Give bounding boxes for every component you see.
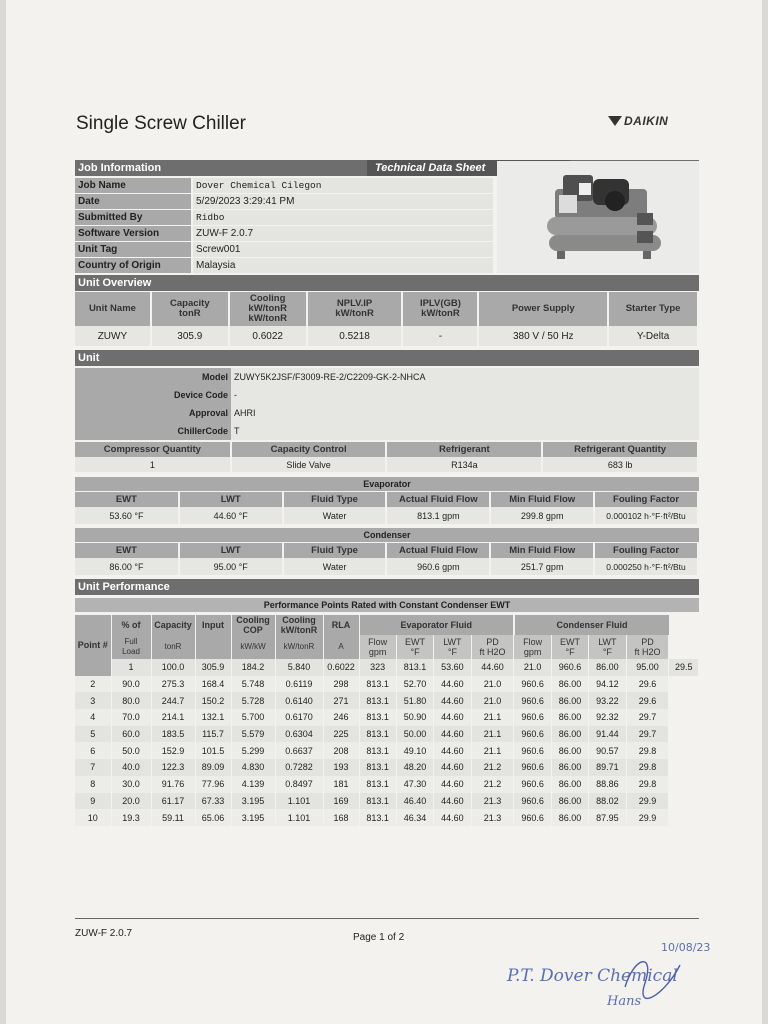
table-row [75,776,699,793]
table-row [75,692,699,709]
performance-cell: 0.6119 [275,676,323,693]
overview-value: 0.6022 [229,326,307,346]
performance-cell: 168.4 [195,676,231,693]
fluid-col-header: Flow gpm [359,635,396,659]
performance-cell: 960.6 [514,676,551,693]
performance-cell: 52.70 [396,676,433,693]
chiller-illustration-icon [497,161,699,273]
performance-subheader-row [75,635,699,659]
performance-cell: 813.1 [359,776,396,793]
performance-cell: 271 [323,692,359,709]
performance-cell: 29.7 [626,726,669,743]
evaporator-header: EWT [75,492,179,507]
performance-cell: 86.00 [551,759,588,776]
performance-cell: 86.00 [551,709,588,726]
performance-cell: 183.5 [151,726,195,743]
performance-cell: 21.1 [471,742,514,759]
performance-col-unit: tonR [151,635,195,659]
performance-cell: 50.90 [396,709,433,726]
job-field-label: Unit Tag [75,242,191,257]
job-field-label: Job Name [75,178,191,193]
condenser-value: 86.00 °F [75,558,179,575]
overview-header: Capacity tonR [151,292,229,326]
performance-cell: 305.9 [195,659,231,676]
performance-cell: 53.60 [434,659,471,676]
performance-cell: 29.6 [626,676,669,693]
condenser-header: Min Fluid Flow [490,543,594,558]
daikin-logo-text: DAIKIN [624,114,669,128]
performance-cell: 960.6 [514,709,551,726]
footer-version: ZUW-F 2.0.7 [75,928,133,939]
daikin-logo-mark-icon [608,116,622,126]
performance-header-row [75,615,699,635]
performance-cell: 29.8 [626,776,669,793]
performance-cell: 29.9 [626,809,669,826]
performance-col-header: Cooling kW/tonR [275,615,323,635]
performance-cell: 47.30 [396,776,433,793]
performance-cell: 115.7 [195,726,231,743]
performance-cell: 21.2 [471,776,514,793]
footer-divider [75,918,699,919]
performance-cell: 87.95 [589,809,626,826]
fluid-col-header: Flow gpm [514,635,551,659]
fluid-col-header: LWT °F [434,635,471,659]
performance-cell: 93.22 [589,692,626,709]
performance-cell: 960.6 [514,726,551,743]
compressor-header: Compressor Quantity [75,442,231,457]
performance-cell: 44.60 [434,776,471,793]
technical-data-sheet-label: Technical Data Sheet [367,160,570,176]
performance-cell: 44.60 [434,793,471,810]
unit-field-row [75,368,699,386]
performance-cell: 21.0 [471,676,514,693]
performance-cell: 960.6 [514,759,551,776]
performance-cell: 65.06 [195,809,231,826]
performance-cell: 61.17 [151,793,195,810]
performance-cell: 50.00 [396,726,433,743]
performance-cell: 10 [75,809,111,826]
evaporator-value: 299.8 gpm [490,507,594,524]
performance-cell: 5 [75,726,111,743]
performance-cell: 91.76 [151,776,195,793]
performance-cell: 21.1 [471,726,514,743]
performance-cell: 44.60 [471,659,514,676]
performance-cell: 92.32 [589,709,626,726]
performance-cell: 813.1 [359,676,396,693]
performance-cell: 95.00 [626,659,669,676]
signature-date: 10/08/23 [661,941,711,954]
performance-cell: 960.6 [514,809,551,826]
job-field-value: Dover Chemical Cilegon [193,178,493,193]
performance-cell: 169 [323,793,359,810]
performance-cell: 0.6140 [275,692,323,709]
performance-cell: 193 [323,759,359,776]
performance-caption: Performance Points Rated with Constant Condenser EWT [75,598,699,612]
evaporator-header: Fluid Type [283,492,387,507]
performance-cell: 244.7 [151,692,195,709]
job-field-label: Date [75,194,191,209]
performance-cell: 150.2 [195,692,231,709]
section-unit-overview [75,275,699,291]
performance-cell: 5.840 [275,659,323,676]
performance-cell: 1.101 [275,793,323,810]
condenser-header: Actual Fluid Flow [386,543,490,558]
performance-cell: 0.6637 [275,742,323,759]
performance-cell: 21.0 [514,659,551,676]
performance-cell: 94.12 [589,676,626,693]
unit-field-value: AHRI [231,404,699,422]
performance-cell: 0.6170 [275,709,323,726]
performance-cell: 813.1 [359,742,396,759]
performance-cell: 89.09 [195,759,231,776]
performance-cell: 86.00 [551,692,588,709]
performance-cell: 86.00 [551,809,588,826]
performance-cell: 86.00 [551,726,588,743]
performance-cell: 19.3 [111,809,151,826]
performance-cell: 813.1 [359,759,396,776]
evaporator-value: 44.60 °F [179,507,283,524]
performance-col-unit [195,635,231,659]
job-field-label: Submitted By [75,210,191,225]
condenser-value: 960.6 gpm [386,558,490,575]
unit-field-label: ChillerCode [75,422,231,440]
performance-cell: 813.1 [359,692,396,709]
compressor-value: Slide Valve [231,457,387,472]
performance-cell: 21.1 [471,709,514,726]
condenser-value: 95.00 °F [179,558,283,575]
overview-value: ZUWY [75,326,151,346]
performance-cell: 184.2 [231,659,275,676]
table-row [75,726,699,743]
performance-cell: 181 [323,776,359,793]
footer-page-number: Page 1 of 2 [353,932,405,943]
performance-cell: 70.0 [111,709,151,726]
unit-field-value: - [231,386,699,404]
performance-col-unit: Full Load [111,635,151,659]
performance-col-header: Input [195,615,231,635]
performance-cell: 246 [323,709,359,726]
compressor-header: Refrigerant Quantity [542,442,698,457]
performance-cell: 77.96 [195,776,231,793]
performance-cell: 5.299 [231,742,275,759]
performance-cell: 86.00 [551,742,588,759]
performance-cell: 44.60 [434,726,471,743]
unit-field-row [75,404,699,422]
condenser-header: LWT [179,543,283,558]
performance-cell: 44.60 [434,742,471,759]
table-row [75,793,699,810]
overview-header: Cooling kW/tonR kW/tonR [229,292,307,326]
chiller-image [497,161,699,273]
job-field-value: Malaysia [193,258,493,273]
overview-value: 0.5218 [307,326,403,346]
fluid-col-header: LWT °F [589,635,626,659]
unit-field-value: T [231,422,699,440]
overview-header: Unit Name [75,292,151,326]
performance-cell: 1 [111,659,151,676]
fluid-col-header: PD ft H2O [626,635,669,659]
performance-cell: 813.1 [359,809,396,826]
performance-cell: 86.00 [551,776,588,793]
performance-cell: 44.60 [434,676,471,693]
performance-cell: 80.0 [111,692,151,709]
evaporator-value: 53.60 °F [75,507,179,524]
evaporator-header: Min Fluid Flow [490,492,594,507]
condenser-value: 251.7 gpm [490,558,594,575]
performance-col-unit: A [323,635,359,659]
unit-field-row [75,422,699,440]
performance-cell: 813.1 [359,709,396,726]
performance-cell: 51.80 [396,692,433,709]
section-job-information-label: Job Information [78,162,162,174]
performance-cell: 275.3 [151,676,195,693]
performance-cell: 4.139 [231,776,275,793]
performance-cell: 44.60 [434,759,471,776]
performance-cell: 21.0 [471,692,514,709]
performance-cell: 0.8497 [275,776,323,793]
signature-company: P.T. Dover Chemical [507,966,678,986]
performance-cell: 29.6 [626,692,669,709]
performance-cell: 21.3 [471,793,514,810]
performance-cell: 5.728 [231,692,275,709]
performance-cell: 50.0 [111,742,151,759]
performance-cell: 86.00 [589,659,626,676]
performance-cell: 3.195 [231,793,275,810]
performance-cell: 208 [323,742,359,759]
fluid-col-header: EWT °F [551,635,588,659]
section-unit-performance-label: Unit Performance [78,581,170,593]
performance-cell: 960.6 [514,742,551,759]
performance-col-header: RLA [323,615,359,635]
performance-col-header: Capacity [151,615,195,635]
performance-cell: 49.10 [396,742,433,759]
condenser-header: Fouling Factor [594,543,698,558]
overview-header: Power Supply [478,292,608,326]
evaporator-value: Water [283,507,387,524]
section-unit [75,350,699,366]
performance-cell: 813.1 [359,726,396,743]
evaporator-header: LWT [179,492,283,507]
performance-cell: 67.33 [195,793,231,810]
evaporator-value: 0.000102 h·°F·ft²/Btu [594,507,698,524]
job-field-value: ZUW-F 2.0.7 [193,226,493,241]
performance-cell: 298 [323,676,359,693]
performance-cell: 21.2 [471,759,514,776]
performance-cell: 88.02 [589,793,626,810]
performance-cell: 29.8 [626,742,669,759]
overview-value: 305.9 [151,326,229,346]
performance-cell: 813.1 [359,793,396,810]
performance-cell: 88.86 [589,776,626,793]
overview-header: NPLV.IP kW/tonR [307,292,403,326]
performance-cell: 6 [75,742,111,759]
table-row [75,759,699,776]
fluid-col-header: PD ft H2O [471,635,514,659]
compressor-header: Capacity Control [231,442,387,457]
signature-name: Hans [607,994,642,1009]
job-field-label: Software Version [75,226,191,241]
signature-stamp [505,935,715,1013]
performance-cell: 90.57 [589,742,626,759]
table-row [75,676,699,693]
performance-cell: 2 [75,676,111,693]
performance-cell: 86.00 [551,676,588,693]
performance-cell: 8 [75,776,111,793]
section-unit-label: Unit [78,352,100,364]
evaporator-header: Fouling Factor [594,492,698,507]
performance-cell: 132.1 [195,709,231,726]
performance-cell: 5.700 [231,709,275,726]
performance-cell: 214.1 [151,709,195,726]
performance-col-unit: kW/kW [231,635,275,659]
performance-cell: 4 [75,709,111,726]
performance-cell: 44.60 [434,709,471,726]
performance-cell: 813.1 [396,659,433,676]
performance-col-header: Cooling COP [231,615,275,635]
performance-cell: 7 [75,759,111,776]
condenser-value: Water [283,558,387,575]
performance-col-header: Point # [75,615,111,676]
performance-col-header: % of [111,615,151,635]
performance-cell: 100.0 [151,659,195,676]
section-unit-overview-label: Unit Overview [78,277,152,289]
performance-cell: 101.5 [195,742,231,759]
fluid-col-header: EWT °F [396,635,433,659]
performance-cell: 21.3 [471,809,514,826]
performance-cell: 29.9 [626,793,669,810]
daikin-logo [608,114,668,128]
performance-table [75,615,699,826]
performance-cell: 960.6 [514,793,551,810]
overview-value: 380 V / 50 Hz [478,326,608,346]
performance-cell: 323 [359,659,396,676]
section-unit-performance [75,579,699,595]
table-row [75,659,699,676]
condenser-bar: Condenser [75,528,699,542]
performance-cell: 122.3 [151,759,195,776]
performance-cell: 3 [75,692,111,709]
performance-cell: 4.830 [231,759,275,776]
condenser-header: EWT [75,543,179,558]
unit-field-value: ZUWY5K2JSF/F3009-RE-2/C2209-GK-2-NHCA [231,368,699,386]
compressor-value: 683 lb [542,457,698,472]
compressor-header: Refrigerant [386,442,542,457]
performance-cell: 46.40 [396,793,433,810]
job-field-value: 5/29/2023 3:29:41 PM [193,194,493,209]
performance-cell: 91.44 [589,726,626,743]
compressor-value: R134a [386,457,542,472]
performance-cell: 5.579 [231,726,275,743]
performance-cell: 46.34 [396,809,433,826]
performance-cell: 44.60 [434,692,471,709]
performance-cell: 29.7 [626,709,669,726]
performance-cell: 168 [323,809,359,826]
overview-value: - [402,326,478,346]
performance-cell: 59.11 [151,809,195,826]
overview-header: Starter Type [608,292,698,326]
unit-field-label: Approval [75,404,231,422]
job-field-value: Ridbo [193,210,493,225]
performance-cell: 40.0 [111,759,151,776]
performance-cell: 960.6 [551,659,588,676]
overview-header: IPLV(GB) kW/tonR [402,292,478,326]
evaporator-value: 813.1 gpm [386,507,490,524]
overview-value: Y-Delta [608,326,698,346]
performance-cell: 86.00 [551,793,588,810]
performance-cell: 30.0 [111,776,151,793]
performance-cell: 9 [75,793,111,810]
compressor-table [75,442,699,472]
table-row [75,742,699,759]
performance-cell: 1.101 [275,809,323,826]
table-row [75,809,699,826]
evaporator-header: Actual Fluid Flow [386,492,490,507]
performance-cell: 29.5 [669,659,699,676]
performance-cell: 60.0 [111,726,151,743]
job-field-label: Country of Origin [75,258,191,273]
condenser-table [75,543,699,575]
performance-cell: 90.0 [111,676,151,693]
evaporator-table [75,492,699,524]
job-field-value: Screw001 [193,242,493,257]
performance-cell: 48.20 [396,759,433,776]
document-title: Single Screw Chiller [76,113,247,134]
condenser-fluid-group-header: Condenser Fluid [514,615,669,635]
condenser-value: 0.000250 h·°F·ft²/Btu [594,558,698,575]
evaporator-fluid-group-header: Evaporator Fluid [359,615,514,635]
performance-cell: 225 [323,726,359,743]
unit-field-row [75,386,699,404]
performance-cell: 960.6 [514,776,551,793]
evaporator-bar: Evaporator [75,477,699,491]
performance-cell: 0.6022 [323,659,359,676]
unit-field-label: Model [75,368,231,386]
performance-cell: 960.6 [514,692,551,709]
performance-col-unit: kW/tonR [275,635,323,659]
performance-cell: 3.195 [231,809,275,826]
condenser-header: Fluid Type [283,543,387,558]
unit-fields-table [75,368,699,440]
performance-cell: 152.9 [151,742,195,759]
unit-overview-table [75,292,699,346]
performance-cell: 44.60 [434,809,471,826]
performance-cell: 0.6304 [275,726,323,743]
unit-field-label: Device Code [75,386,231,404]
performance-cell: 89.71 [589,759,626,776]
performance-cell: 20.0 [111,793,151,810]
performance-cell: 0.7282 [275,759,323,776]
table-row [75,709,699,726]
performance-cell: 5.748 [231,676,275,693]
compressor-value: 1 [75,457,231,472]
performance-cell: 29.8 [626,759,669,776]
